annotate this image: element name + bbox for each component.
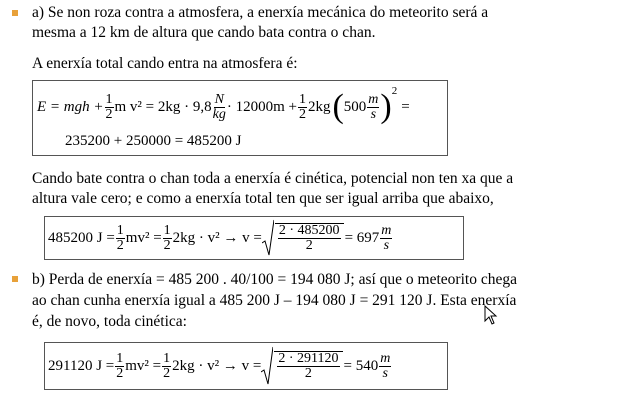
eq2-unit-den: s [383,237,390,253]
eq1-paren-open: ( [332,88,344,125]
eq1-square: 2 [391,85,398,97]
equation-box-3 [44,342,448,390]
eq1-eq-end: = [401,98,410,115]
sqrt-sign-icon [261,346,273,386]
part-b-text1: Perda de enerxía = 485 200 . 40/100 = 194 080 J; así que o meteorito chega [48,271,517,288]
part-b-line1 [32,270,517,290]
part-a-text1: Se non roza contra a atmosfera, a enerxía mecánica do meteorito será a [47,4,489,21]
part-a-line2: mesma a 12 km de altura que cando bata contra o chan. [32,24,376,41]
eq3-root-frac [274,351,342,381]
eq1-paren-val: 500 [343,98,367,115]
eq2-unit-num: m [381,222,392,238]
eq3-half2 [162,352,171,381]
energy-intro: A enerxía total cando entra na atmosfera é: [32,55,298,72]
eq3-result: = 540 [343,357,379,374]
eq1-unit2-den: s [370,106,377,122]
part-a-marker: a) [32,4,45,21]
eq3-mv2: mv² = [125,357,162,374]
part-b-marker: b) [32,271,45,288]
eq1-rest: · 12000m + [226,98,297,115]
eq1-half-den: 2 [105,106,113,122]
eq3-unit-num: m [380,350,391,366]
eq3-sqrt [261,346,343,386]
equation-box-1 [32,80,448,156]
eq1-unit-num: N [214,91,224,107]
part-b-line2: ao chan cunha enerxía igual a 485 200 J – 194 080 J = 291 120 J. Esta enerxía [32,292,517,309]
kinetic-line2: altura vale cero; e como a enerxía total ten que ser igual arriba que abaixo, [32,190,494,207]
eq3-unit [379,352,391,381]
eq1-lhs: E [37,98,47,115]
eq3-arrow: → v = [222,357,262,374]
eq2-half-num: 1 [116,222,124,238]
eq3-lhs: 291120 J = [48,357,115,374]
eq2-half2-den: 2 [163,237,171,253]
sqrt-sign-icon [262,219,274,257]
mouse-pointer-icon [484,305,498,325]
eq1-line2: 235200 + 250000 = 485200 J [65,133,242,149]
eq1-unit-den: kg [212,106,226,122]
eq3-half2-den: 2 [163,365,171,381]
eq3-root-den: 2 [304,366,312,381]
eq1-half2-den: 2 [298,106,306,122]
eq3-kgv2: 2kg · v² [172,357,220,374]
eq3-half-den: 2 [116,365,124,381]
eq2-unit [380,224,392,253]
eq2-sqrt [262,219,345,257]
eq2-result: = 697 [344,229,380,246]
eq2-lhs: 485200 J = [48,229,115,246]
eq2-half-den: 2 [116,237,124,253]
eq1-unit-frac [213,93,226,122]
eq1-kg: 2kg [307,98,331,115]
eq1-paren-close: ) [380,88,392,125]
eq2-arrow: → v = [223,229,262,246]
eq3-root-num: 2 · 291120 [278,351,339,366]
eq2-root-den: 2 [305,238,313,253]
eq2-line [48,217,393,259]
part-a-line1 [32,3,488,23]
bullet-a [12,10,18,16]
eq1-unit-frac2 [367,93,379,122]
eq1-half2-num: 1 [298,91,306,107]
equation-box-2 [44,216,464,260]
eq1-unit2-num: m [368,91,379,107]
eq3-half2-num: 1 [163,350,171,366]
eq3-unit-den: s [382,365,388,381]
eq3-half-num: 1 [116,350,124,366]
eq3-half [115,352,124,381]
eq2-half2 [163,224,172,253]
eq1-line1 [37,85,410,129]
eq2-root-frac [275,223,344,253]
eq2-half [116,224,125,253]
part-b-line3: é, de novo, toda cinética: [32,313,187,330]
eq3-line [48,344,392,388]
eq1-half-num: 1 [105,91,113,107]
eq1-terms: = mgh + [49,98,104,115]
eq2-mv2: mv² = [125,229,162,246]
eq2-half2-num: 1 [163,222,171,238]
eq1-mv2: m v² = 2kg · 9,8 [114,98,212,115]
eq1-half2 [298,93,307,122]
kinetic-line1: Cando bate contra o chan toda a enerxía é cinética, potencial non ten xa que a [32,170,514,187]
bullet-b [12,276,18,282]
eq2-kgv2: 2kg · v² [172,229,220,246]
eq2-root-num: 2 · 485200 [278,223,340,238]
eq1-half [105,93,114,122]
